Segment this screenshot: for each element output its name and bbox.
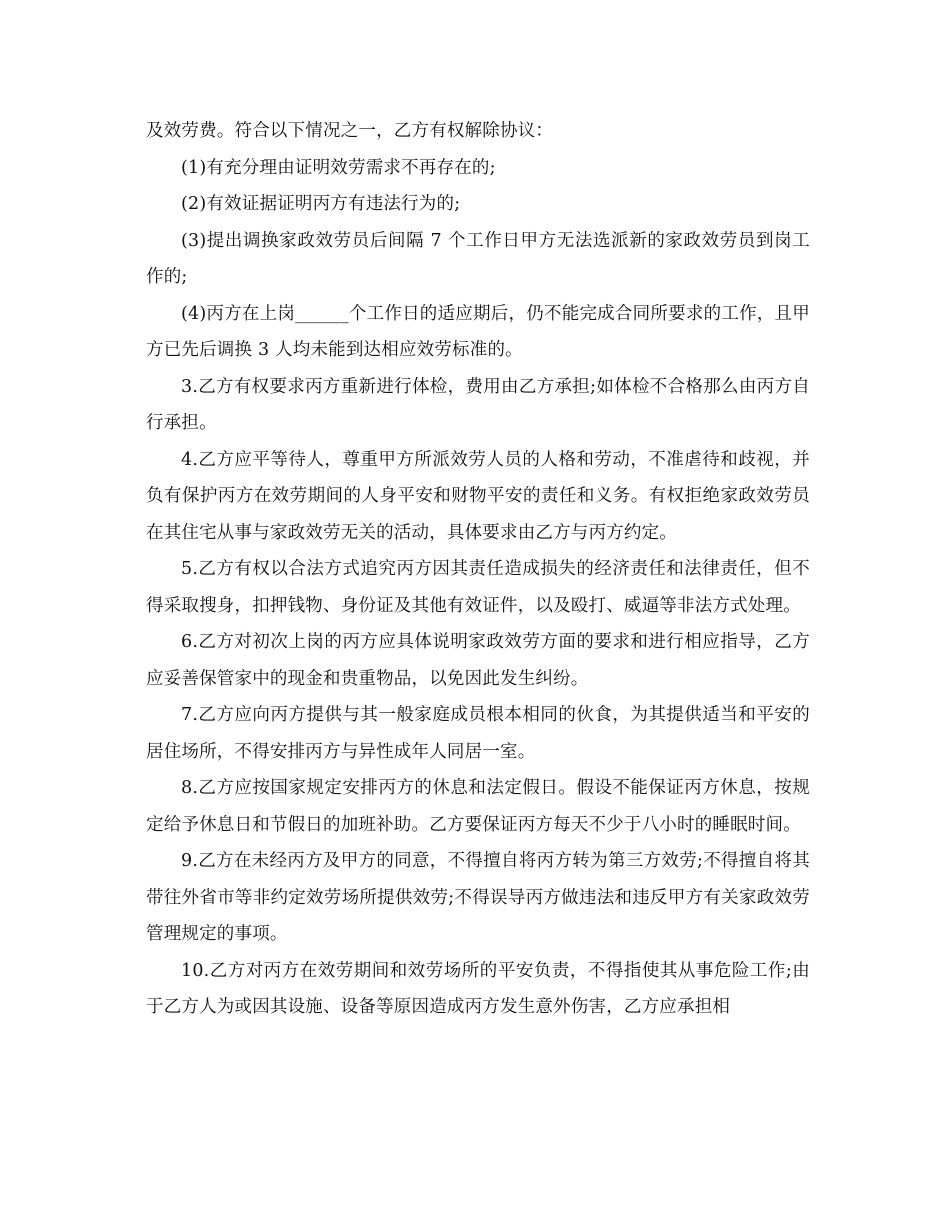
paragraph-clause-4: (4)丙方在上岗______个工作日的适应期后，仍不能完成合同所要求的工作，且甲方已先后调换 3 人均未能到达相应效劳标准的。 (146, 303, 810, 360)
paragraph-clause-2: (2)有效证据证明丙方有违法行为的; (181, 194, 461, 214)
paragraph-item-8: 8.乙方应按国家规定安排丙方的休息和法定假日。假设不能保证丙方休息，按规定给予休息日和节假日的加班补助。乙方要保证丙方每天不少于八小时的睡眠时间。 (146, 778, 810, 835)
paragraph-clause-3: (3)提出调换家政效劳员后间隔 7 个工作日甲方无法选派新的家政效劳员到岗工作的; (146, 230, 810, 287)
paragraph-item-5: 5.乙方有权以合法方式追究丙方因其责任造成损失的经济责任和法律责任，但不得采取搜身，扣押钱物、身份证及其他有效证件，以及殴打、威逼等非法方式处理。 (146, 559, 810, 616)
paragraph-item-7: 7.乙方应向丙方提供与其一般家庭成员根本相同的伙食，为其提供适当和平安的居住场所，不得安排丙方与异性成年人同居一室。 (146, 705, 810, 762)
paragraph-item-9: 9.乙方在未经丙方及甲方的同意，不得擅自将丙方转为第三方效劳;不得擅自将其带往外省市等非约定效劳场所提供效劳;不得误导丙方做违法和违反甲方有关家政效劳管理规定的事项。 (146, 851, 810, 944)
paragraph-item-3: 3.乙方有权要求丙方重新进行体检，费用由乙方承担;如体检不合格那么由丙方自行承担。 (146, 376, 810, 433)
paragraph-continuation: 及效劳费。符合以下情况之一，乙方有权解除协议： (146, 121, 554, 141)
paragraph-item-10: 10.乙方对丙方在效劳期间和效劳场所的平安负责，不得指使其从事危险工作;由于乙方人为或因其设施、设备等原因造成丙方发生意外伤害，乙方应承担相 (146, 960, 810, 1017)
paragraph-item-6: 6.乙方对初次上岗的丙方应具体说明家政效劳方面的要求和进行相应指导，乙方应妥善保管家中的现金和贵重物品，以免因此发生纠纷。 (146, 632, 810, 689)
document-body (146, 113, 810, 1026)
paragraph-item-4: 4.乙方应平等待人，尊重甲方所派效劳人员的人格和劳动，不准虐待和歧视，并负有保护丙方在效劳期间的人身平安和财物平安的责任和义务。有权拒绝家政效劳员在其住宅从事与家政效劳无关的活动，具体要求由乙方与丙方约定。 (146, 449, 810, 543)
paragraph-clause-1: (1)有充分理由证明效劳需求不再存在的; (181, 157, 496, 178)
